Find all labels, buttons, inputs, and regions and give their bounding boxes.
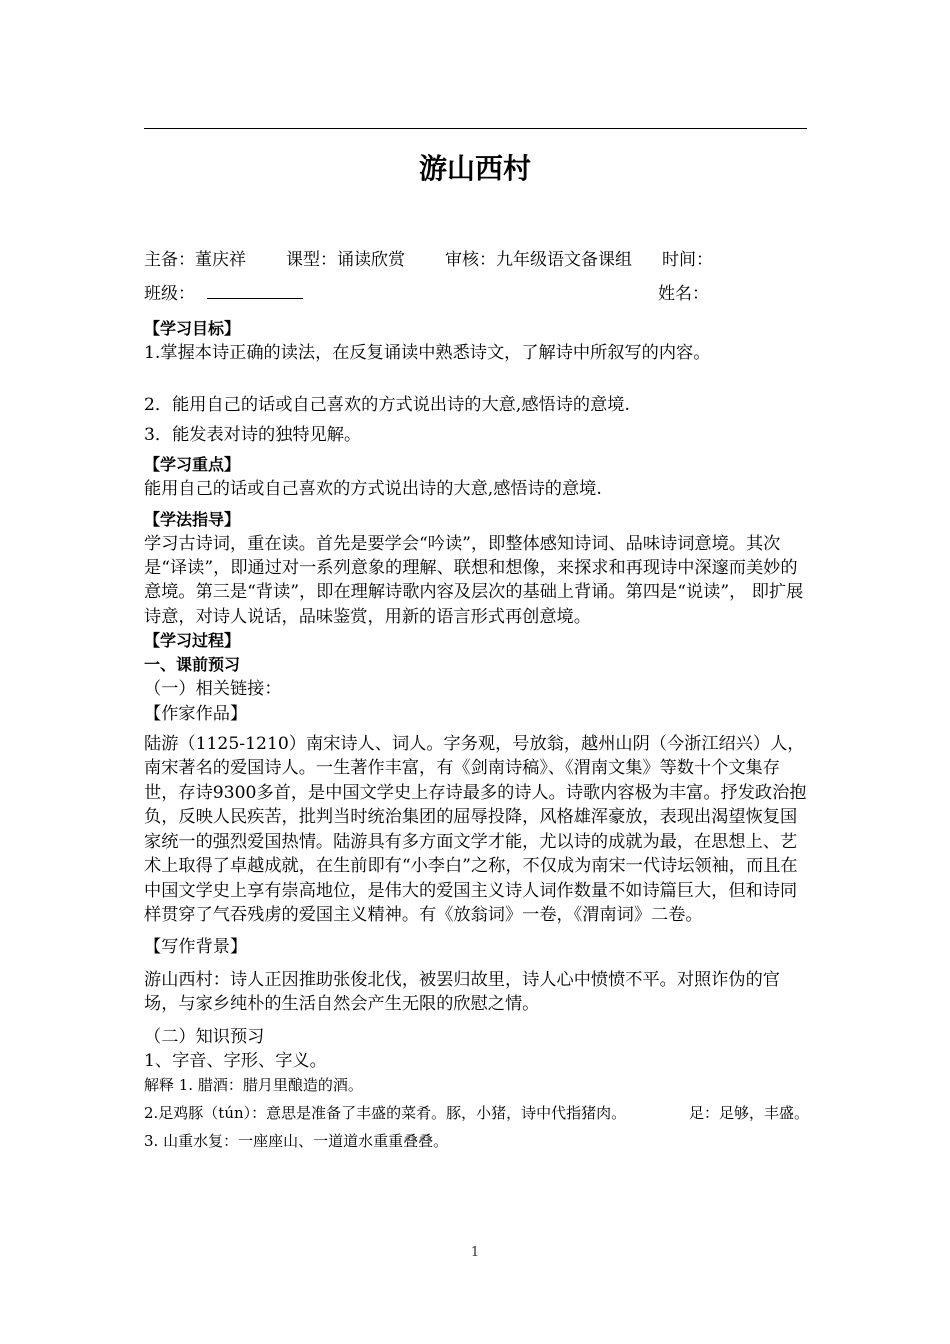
document-body bbox=[144, 248, 809, 1153]
section-1: 1、字音、字形、字义。 bbox=[144, 1050, 327, 1071]
time-label: 时间： bbox=[662, 250, 713, 270]
page-title: 游山西村 bbox=[418, 152, 531, 185]
method-text: 学习古诗词，重在读。首先是要学会“吟读”，即整体感知诗词、品味诗词意境。其次是“译读”，即通过对一系列意象的理解、联想和想像，来探求和再现诗中深邃而美妙的意境。第三是“背读”，即在理解诗歌内容及层次的基础上背诵。第四是“说读”， 即扩展诗意，对诗人说话，品味鉴赏，用新的语言形式再创意境。 bbox=[144, 533, 804, 627]
goals-heading: 【学习目标】 bbox=[144, 319, 241, 338]
class-label: 班级： bbox=[144, 284, 195, 304]
goal-3: 3．能发表对诗的独特见解。 bbox=[144, 424, 362, 445]
explain-2-row bbox=[144, 1101, 809, 1125]
explain-2b: 足：足够，丰盛。 bbox=[688, 1104, 809, 1123]
meta-row bbox=[144, 248, 809, 272]
method-heading: 【学法指导】 bbox=[144, 509, 241, 529]
links-label: （一）相关链接： bbox=[144, 679, 282, 700]
goal-2: 2．能用自己的话或自己喜欢的方式说出诗的大意,感悟诗的意境. bbox=[144, 395, 630, 416]
class-name-row bbox=[144, 282, 809, 306]
class-blank bbox=[207, 284, 303, 299]
top-rule bbox=[144, 128, 807, 129]
process-heading: 【学习过程】 bbox=[144, 631, 241, 651]
name-label: 姓名： bbox=[658, 284, 709, 304]
explain-2a: 2.足鸡豚（tún）：意思是准备了丰盛的菜肴。豚，小猪，诗中代指猪肉。 bbox=[144, 1104, 627, 1123]
focus-heading: 【学习重点】 bbox=[144, 455, 241, 475]
knowledge-label: （二）知识预习 bbox=[144, 1026, 265, 1047]
explain-3: 3. 山重水复：一座座山、一道道水重重叠叠。 bbox=[144, 1132, 449, 1151]
background-heading: 【写作背景】 bbox=[144, 937, 248, 958]
explain-1: 解释 1. 腊酒：腊月里酿造的酒。 bbox=[144, 1076, 363, 1095]
focus-text: 能用自己的话或自己喜欢的方式说出诗的大意,感悟诗的意境. bbox=[144, 479, 602, 500]
author-text: 陆游（1125-1210）南宋诗人、词人。字务观，号放翁，越州山阴（今浙江绍兴）人，南宋著名的爱国诗人。一生著作丰富，有《剑南诗稿》、《渭南文集》等数十个文集存世，存诗9300多首，是中国文学史上存诗最多的诗人。诗歌内容极为丰富。抒发政治抱负，反映人民疾苦，批判当时统治集团的屈辱投降，风格雄浑豪放，表现出渴望恢复国家统一的强烈爱国热情。陆游具有多方面文学才能，尤以诗的成就为最，在思想上、艺术上取得了卓越成就，在生前即有“小李白”之称，不仅成为南宋一代诗坛领袖，而且在中国文学史上享有崇高地位，是伟大的爱国主义诗人词作数量不如诗篇巨大，但和诗同样贯穿了气吞残虏的爱国主义精神。有《放翁词》一卷，《渭南词》二卷。 bbox=[144, 734, 807, 925]
page-number: 1 bbox=[470, 1245, 480, 1260]
author-heading: 【作家作品】 bbox=[144, 703, 248, 724]
review: 审核：九年级语文备课组 bbox=[445, 250, 632, 270]
lesson-type: 课型：诵读欣赏 bbox=[286, 250, 405, 270]
background-text: 游山西村：诗人正因推助张俊北伐，被罢归故里，诗人心中愤愤不平。对照诈伪的官场，与家乡纯朴的生活自然会产生无限的欣慰之情。 bbox=[144, 969, 780, 1015]
goal-1: 1.掌握本诗正确的读法，在反复诵读中熟悉诗文，了解诗中所叙写的内容。 bbox=[144, 343, 711, 363]
main-prep: 主备：董庆祥 bbox=[144, 250, 246, 270]
preview-heading: 一、课前预习 bbox=[144, 655, 241, 675]
